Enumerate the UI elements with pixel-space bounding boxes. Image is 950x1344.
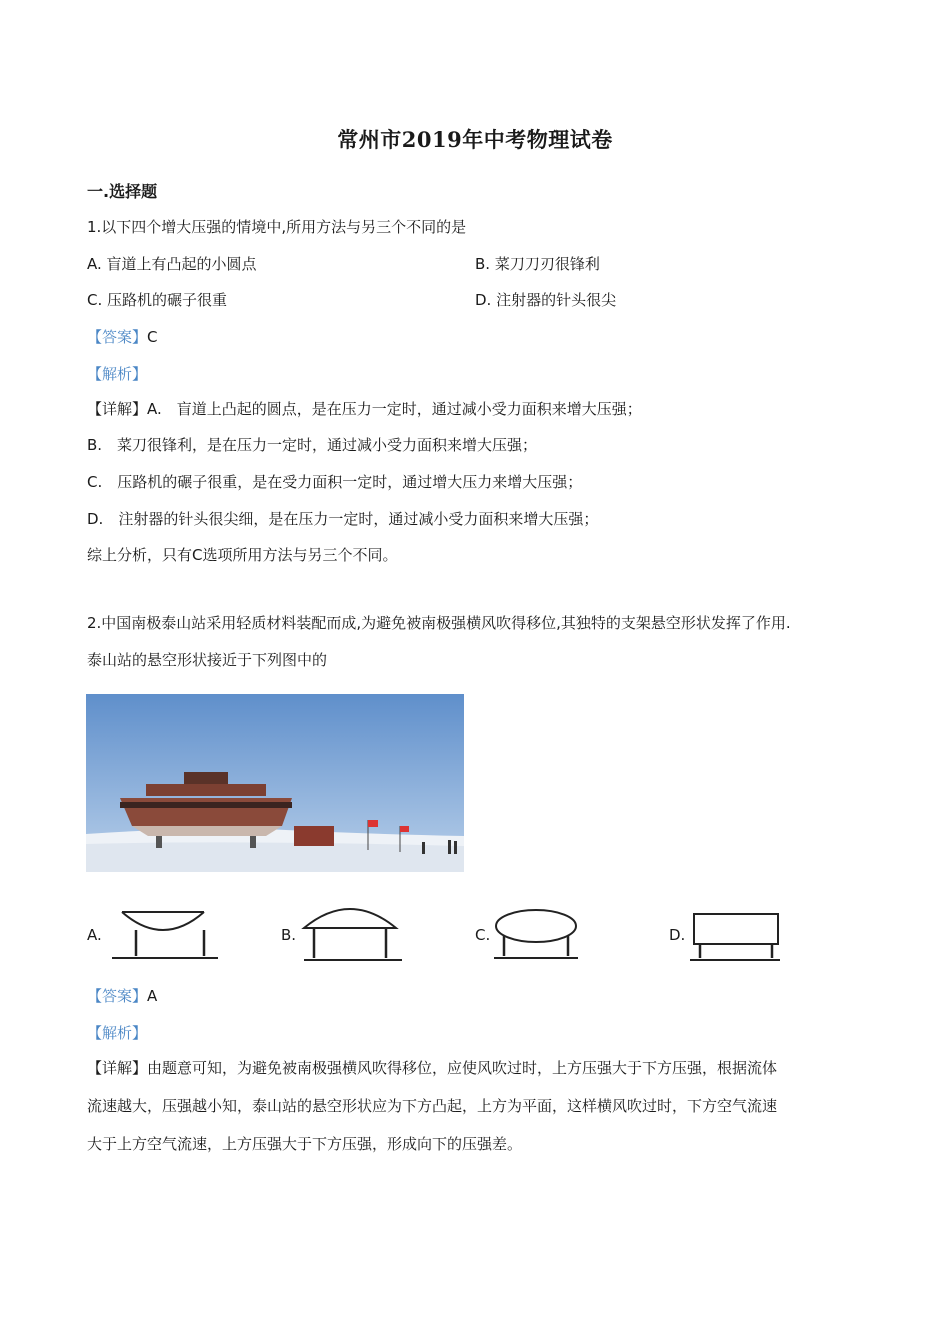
q1-detail-line-3: C. 压路机的碾子很重，是在受力面积一定时，通过增大压力来增大压强；	[87, 473, 583, 491]
q2-stem-line-1: 2.中国南极泰山站采用轻质材料装配而成,为避免被南极强横风吹得移位,其独特的支架悬空形状发挥了作用.	[87, 614, 791, 632]
q2-option-c-label: C.	[475, 926, 491, 944]
q1-stem: 1.以下四个增大压强的情境中,所用方法与另三个不同的是	[87, 218, 467, 236]
answer-tag: 【答案】	[87, 987, 148, 1005]
detail-tag: 【详解】	[87, 1059, 148, 1077]
q2-analysis-tag: 【解析】	[87, 1024, 148, 1042]
q1-detail-line-2: B. 菜刀很锋利，是在压力一定时，通过减小受力面积来增大压强；	[87, 436, 538, 454]
q2-option-c-diagram	[492, 904, 588, 964]
q2-answer	[87, 985, 157, 1007]
q1-summary: 综上分析，只有C选项所用方法与另三个不同。	[87, 546, 398, 564]
page-title: 常州市2019年中考物理试卷	[337, 127, 613, 152]
q1-detail-line-1	[87, 398, 642, 420]
q1-option-a: A. 盲道上有凸起的小圆点	[87, 255, 257, 273]
q2-detail-line-1	[87, 1057, 777, 1079]
q1-option-b: B. 菜刀刀刃很锋利	[475, 255, 600, 273]
q1-answer	[87, 326, 158, 348]
q2-option-a-diagram	[104, 904, 224, 964]
detail-text: 由题意可知，为避免被南极强横风吹得移位，应使风吹过时，上方压强大于下方压强，根据流体	[147, 1059, 778, 1077]
q2-option-d-label: D.	[669, 926, 686, 944]
q1-analysis-tag: 【解析】	[87, 365, 148, 383]
q2-detail-line-3: 大于上方空气流速，上方压强大于下方压强，形成向下的压强差。	[87, 1135, 523, 1153]
taishan-station-photo	[86, 694, 464, 872]
q1-option-d: D. 注射器的针头很尖	[475, 291, 617, 309]
detail-tag: 【详解】	[87, 400, 148, 418]
q2-option-b-label: B.	[281, 926, 297, 944]
q2-option-b-diagram	[298, 900, 408, 964]
q2-detail-line-2: 流速越大，压强越小知，泰山站的悬空形状应为下方凸起，上方为平面，这样横风吹过时，下方空气流速	[87, 1097, 778, 1115]
answer-value: A	[147, 987, 158, 1005]
q2-option-a-label: A.	[87, 926, 102, 944]
detail-text: A. 盲道上凸起的圆点，是在压力一定时，通过减小受力面积来增大压强；	[147, 400, 642, 418]
q2-option-d-diagram	[686, 906, 782, 966]
answer-value: C	[147, 328, 158, 346]
q2-stem-line-2: 泰山站的悬空形状接近于下列图中的	[87, 651, 328, 669]
q1-detail-line-4: D. 注射器的针头很尖细，是在压力一定时，通过减小受力面积来增大压强；	[87, 510, 599, 528]
station-illustration	[86, 694, 464, 872]
q1-option-c: C. 压路机的碾子很重	[87, 291, 228, 309]
section-heading: 一.选择题	[87, 182, 158, 201]
answer-tag: 【答案】	[87, 328, 148, 346]
